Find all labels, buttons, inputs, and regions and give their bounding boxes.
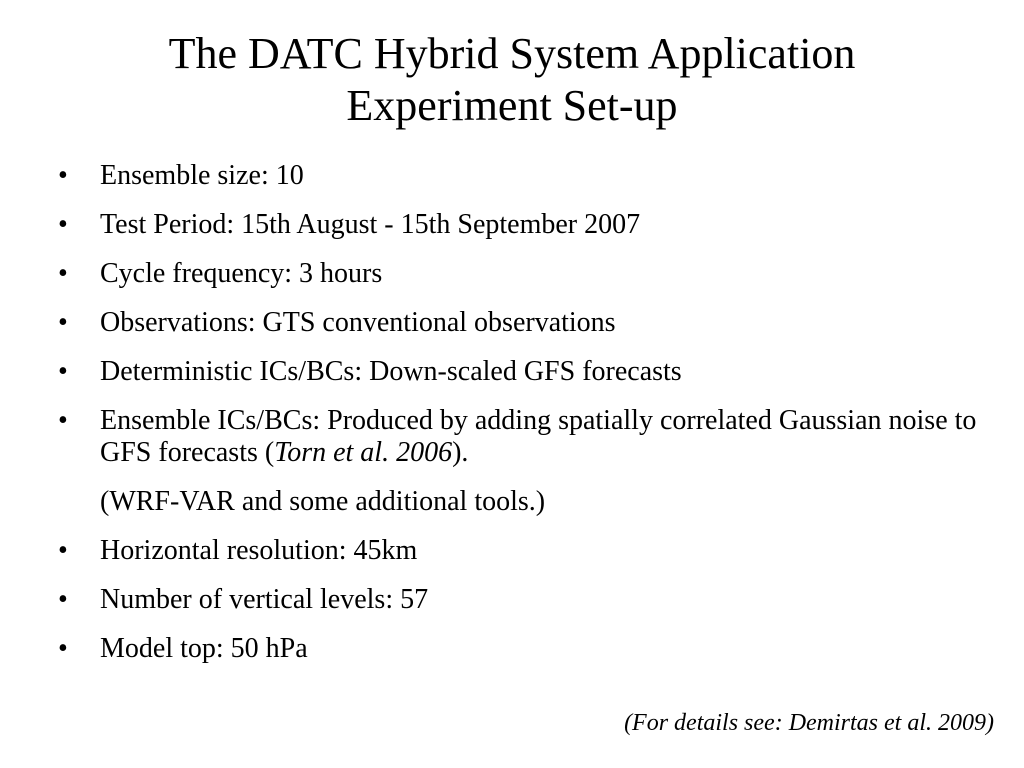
bullet-text: Ensemble size: 10 — [100, 160, 304, 191]
bullet-dot-icon: • — [58, 405, 68, 436]
bullet-text: Model top: 50 hPa — [100, 633, 308, 664]
bullet-item-model-top — [58, 633, 978, 665]
bullet-dot-icon: • — [58, 160, 68, 191]
bullet-text: Horizontal resolution: 45km — [100, 535, 418, 566]
bullet-dot-icon: • — [58, 307, 68, 338]
bullet-text-citation: Torn et al. 2006 — [274, 437, 453, 468]
bullet-dot-icon: • — [58, 584, 68, 615]
bullet-dot-icon: • — [58, 633, 68, 664]
bullet-text: Number of vertical levels: 57 — [100, 584, 429, 615]
bullet-item-observations — [58, 307, 978, 339]
bullet-text: Test Period: 15th August - 15th September 2007 — [100, 209, 641, 240]
bullet-text: Observations: GTS conventional observations — [100, 307, 616, 338]
bullet-text: Deterministic ICs/BCs: Down-scaled GFS forecasts — [100, 356, 682, 387]
bullet-item-ensemble-ics-bcs — [58, 405, 978, 469]
citation-note: (For details see: Demirtas et al. 2009) — [624, 710, 994, 736]
bullet-dot-icon: • — [58, 258, 68, 289]
bullet-text: Cycle frequency: 3 hours — [100, 258, 383, 289]
bullet-dot-icon: • — [58, 209, 68, 240]
slide-title-line-2: Experiment Set-up — [346, 81, 678, 130]
bullet-list — [58, 160, 978, 682]
bullet-item-cycle-frequency — [58, 258, 978, 290]
indented-note — [58, 486, 978, 518]
slide-title-line-1: The DATC Hybrid System Application — [168, 29, 856, 78]
bullet-item-ensemble-size — [58, 160, 978, 192]
bullet-text-end: ). — [452, 437, 469, 468]
bullet-item-deterministic-ics-bcs — [58, 356, 978, 388]
bullet-item-test-period — [58, 209, 978, 241]
slide-title — [0, 28, 1024, 132]
bullet-dot-icon: • — [58, 535, 68, 566]
bullet-dot-icon: • — [58, 356, 68, 387]
bullet-item-vertical-levels — [58, 584, 978, 616]
bullet-text-start: Ensemble ICs/BCs: Produced by adding spatially correlated Gaussian noise to GFS forecasts ( — [100, 405, 977, 468]
note-text: (WRF-VAR and some additional tools.) — [100, 486, 546, 517]
bullet-item-horizontal-resolution — [58, 535, 978, 567]
